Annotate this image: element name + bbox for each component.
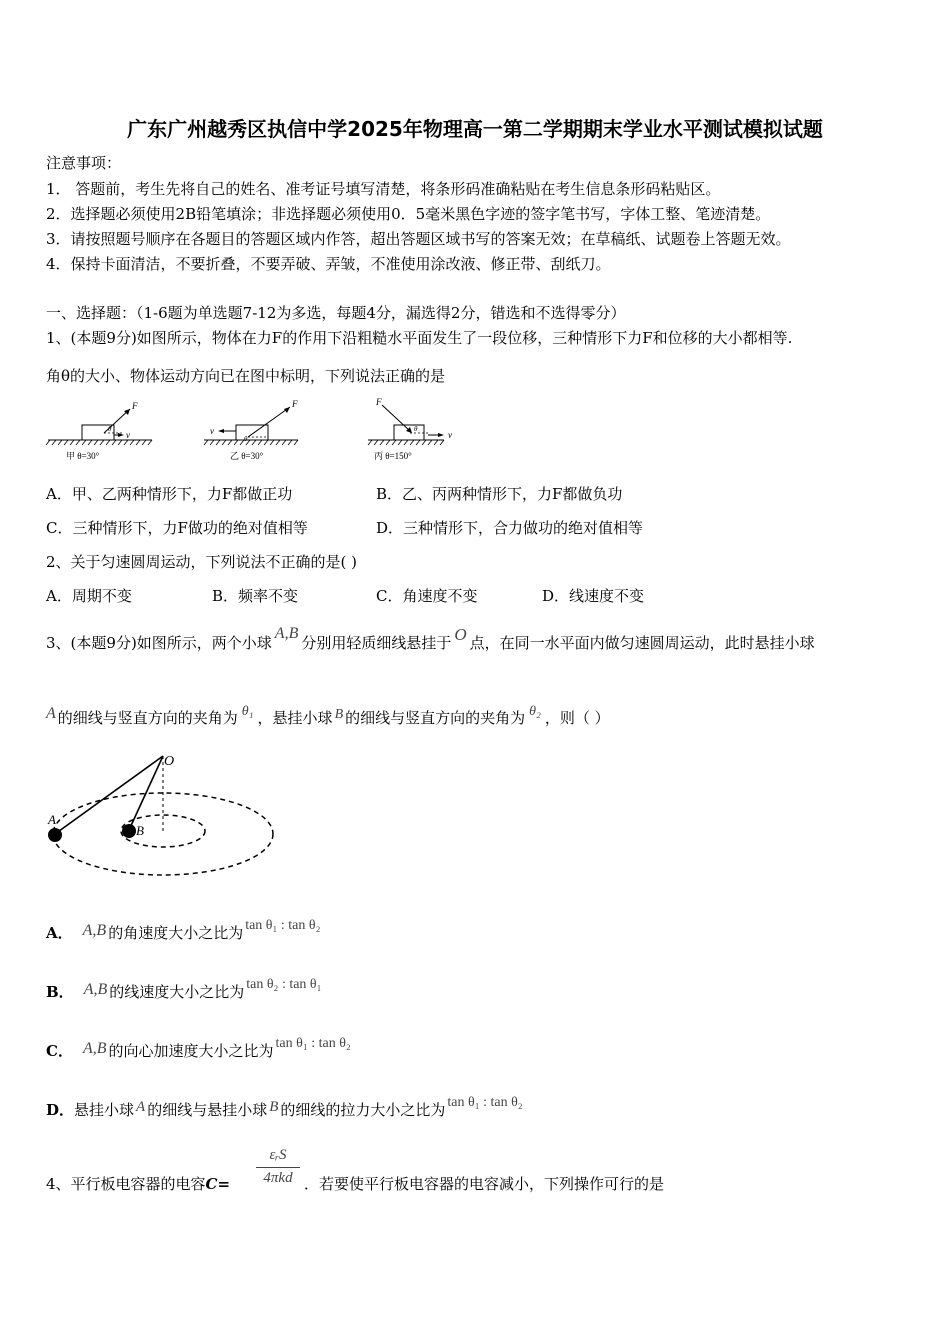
q1-option-b: B．乙、丙两种情形下，力F都做负功: [376, 485, 623, 503]
q1-force-figures: [44, 395, 464, 467]
q1-option-d: D．三种情形下，合力做功的绝对值相等: [376, 519, 644, 537]
q2-option-a: A．周期不变: [46, 587, 132, 605]
label-F: F: [376, 397, 382, 407]
q3-option-b: B． A,B 的线速度大小之比为 tan θ₂ : tan θ₁: [46, 977, 322, 1001]
q1-stem-line2: 角θ的大小、物体运动方向已在图中标明，下列说法正确的是: [46, 367, 446, 385]
q3-option-d: D．悬挂小球 A 的细线与悬挂小球 B 的细线的拉力大小之比为 tan θ₁ : tan θ₂: [46, 1095, 523, 1119]
ball-a: [48, 828, 62, 842]
label-v: v: [126, 430, 130, 440]
q2-option-d: D．线速度不变: [542, 587, 645, 605]
q3-stem-line1: 3、(本题9分)如图所示，两个小球A,B分别用轻质细线悬挂于 O 点，在同一水平面内做匀速圆周运动，此时悬挂小球: [46, 625, 815, 652]
fig-yi: [204, 399, 298, 461]
label-b: B: [136, 823, 144, 838]
label-theta: θ: [108, 425, 112, 433]
q2-option-c: C．角速度不变: [376, 587, 478, 605]
fig-caption: 甲 θ=30°: [66, 451, 100, 461]
section-heading: 一、选择题：（1-6题为单选题7-12为多选，每题4分，漏选得2分，错选和不选得零分）: [46, 304, 626, 322]
fig-bing: [368, 397, 452, 461]
q4-stem-prefix: 4、平行板电容器的电容C=: [46, 1175, 231, 1193]
label-v: v: [448, 430, 452, 440]
label-theta: θ: [244, 435, 248, 443]
q4-stem-suffix: ．若要使平行板电容器的电容减小，下列操作可行的是: [304, 1175, 665, 1193]
q3-option-c: C． A,B 的向心加速度大小之比为 tan θ₁ : tan θ₂: [46, 1036, 351, 1060]
label-F: F: [132, 401, 138, 411]
q2-option-b: B．频率不变: [212, 587, 299, 605]
label-a: A: [48, 812, 56, 827]
label-v: v: [210, 426, 214, 436]
notice-item: 2．选择题必须使用2B铅笔填涂；非选择题必须使用0．5毫米黑色字迹的签字笔书写，字体工整、笔迹清楚。: [46, 205, 771, 223]
q1-option-a: A．甲、乙两种情形下，力F都做正功: [46, 485, 293, 503]
fig-caption: 丙 θ=150°: [374, 451, 412, 461]
q1-stem-line1: 1、(本题9分)如图所示，物体在力F的作用下沿粗糙水平面发生了一段位移，三种情形下力F和位移的大小都相等.: [46, 329, 793, 347]
fig-jia: [46, 401, 152, 461]
label-F: F: [292, 399, 298, 409]
ball-b: [122, 824, 136, 838]
q3-stem-line2: A 的细线与竖直方向的夹角为 θ₁ ，悬挂小球 B 的细线与竖直方向的夹角为 θ₂ ，则（ ）: [46, 704, 610, 727]
notice-item: 3．请按照题号顺序在各题目的答题区域内作答，超出答题区域书写的答案无效；在草稿纸、试题卷上答题无效。: [46, 230, 791, 248]
label-o: O: [164, 754, 175, 769]
notice-heading: 注意事项：: [46, 154, 122, 172]
q4-capacitance-formula: εᵣS 4πkd: [256, 1146, 300, 1188]
q2-stem: 2、关于匀速圆周运动，下列说法不正确的是( ): [46, 553, 358, 571]
q3-pendulum-figure: [44, 748, 284, 884]
label-theta: θ: [414, 425, 418, 433]
notice-item: 4．保持卡面清洁，不要折叠，不要弄破、弄皱，不准使用涂改液、修正带、刮纸刀。: [46, 255, 611, 273]
page-title: 广东广州越秀区执信中学2025年物理高一第二学期期末学业水平测试模拟试题: [127, 117, 823, 141]
fig-caption: 乙 θ=30°: [230, 451, 264, 461]
notice-item: 1． 答题前，考生先将自己的姓名、准考证号填写清楚，将条形码准确粘贴在考生信息条形码粘贴区。: [46, 180, 721, 198]
q3-option-a: A． A,B 的角速度大小之比为 tan θ₁ : tan θ₂: [46, 918, 321, 942]
q1-option-c: C．三种情形下，力F做功的绝对值相等: [46, 519, 308, 537]
